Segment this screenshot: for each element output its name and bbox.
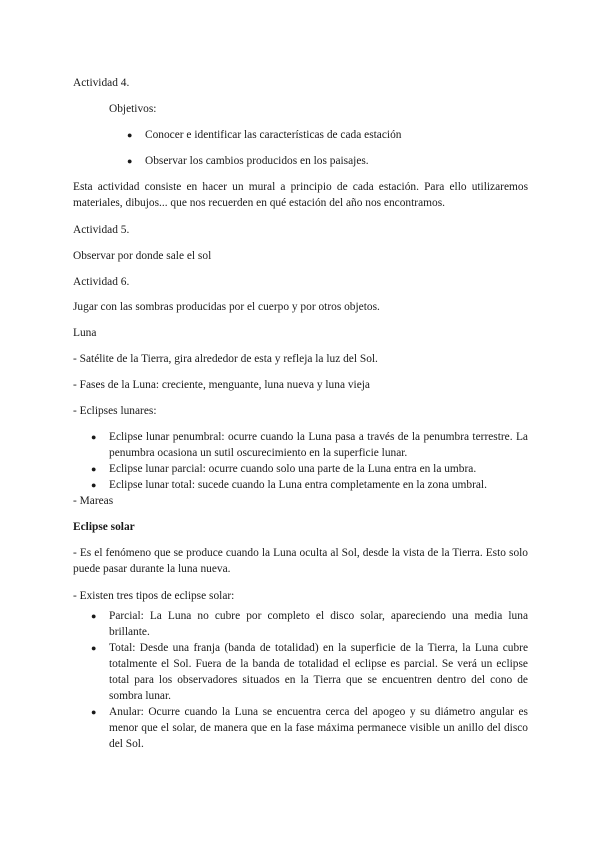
luna-point: - Eclipses lunares: [73,405,157,417]
eclipse-lunar-item: Eclipse lunar parcial: ocurre cuando solo una parte de la Luna entra en la umbra. [109,463,477,475]
bullet-icon: ● [91,611,97,621]
objetivos-label: Objetivos: [109,103,157,115]
actividad-6-description: Jugar con las sombras producidas por el cuerpo y por otros objetos. [73,301,380,313]
actividad-5-description: Observar por donde sale el sol [73,250,212,262]
mareas-point: - Mareas [73,495,114,507]
eclipse-solar-heading: Eclipse solar [73,521,135,533]
objective-item: Conocer e identificar las características de cada estación [145,129,402,141]
heading-actividad-5: Actividad 5. [73,224,130,236]
eclipse-lunar-item: Eclipse lunar total: sucede cuando la Luna entra completamente en la zona umbral. [109,479,487,491]
eclipse-solar-description: - Es el fenómeno que se produce cuando la Luna oculta al Sol, desde la vista de la Tierra. Esto solo puede pasar durante la luna nueva. [73,547,528,575]
eclipse-solar-item: Parcial: La Luna no cubre por completo el disco solar, apareciendo una media luna brillante. [109,610,528,638]
bullet-icon: ● [91,480,97,490]
eclipse-solar-item: Anular: Ocurre cuando la Luna se encuentra cerca del apogeo y su diámetro angular es menor que el solar, de manera que en la fase máxima permanece visible un anillo del disco del Sol. [109,706,528,750]
bullet-icon: ● [91,707,97,717]
bullet-icon: ● [91,464,97,474]
eclipse-solar-types-intro: - Existen tres tipos de eclipse solar: [73,590,235,602]
luna-point: - Fases de la Luna: creciente, menguante, luna nueva y luna vieja [73,379,370,391]
bullet-icon: ● [91,643,97,653]
bullet-icon: ● [127,130,133,140]
eclipse-lunar-item: Eclipse lunar penumbral: ocurre cuando la Luna pasa a través de la penumbra terrestre. La penumbra ocasiona un sutil oscurecimiento en la superficie lunar. [109,431,528,459]
bullet-icon: ● [91,432,97,442]
heading-actividad-6: Actividad 6. [73,276,130,288]
luna-point: - Satélite de la Tierra, gira alrededor de esta y refleja la luz del Sol. [73,353,378,365]
heading-actividad-4: Actividad 4. [73,77,130,89]
bullet-icon: ● [127,156,133,166]
eclipse-solar-item: Total: Desde una franja (banda de totalidad) en la superficie de la Tierra, la Luna cubre totalmente el Sol. Fuera de la banda de totalidad el eclipse es parcial. Se verá un eclipse total para los observadores situados en la Tierra que se encuentren dentro del cono de sombra lunar. [109,642,528,702]
objective-item: Observar los cambios producidos en los paisajes. [145,155,369,167]
luna-heading: Luna [73,327,97,339]
actividad-4-description: Esta actividad consiste en hacer un mural a principio de cada estación. Para ello utilizaremos materiales, dibujos... que nos recuerden en qué estación del año nos encontramos. [73,181,528,209]
